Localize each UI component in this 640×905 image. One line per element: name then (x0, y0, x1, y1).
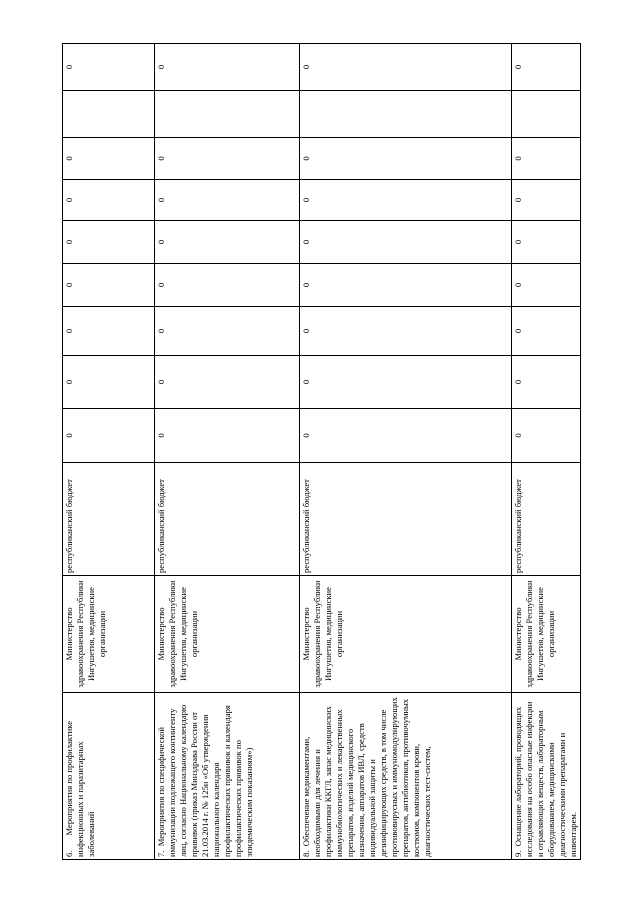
value-cell: 0 (155, 264, 300, 307)
empty-cell (300, 91, 512, 138)
value-cell: 0 (300, 180, 512, 221)
rotated-page (62, 44, 578, 860)
value-cell: 0 (512, 138, 581, 180)
funding-source-cell: республиканский бюджет (300, 463, 512, 576)
value-cell: 0 (300, 264, 512, 307)
funding-source-cell: республиканский бюджет (63, 463, 155, 576)
value-cell: 0 (300, 356, 512, 409)
funding-source-cell: республиканский бюджет (512, 463, 581, 576)
funding-source-cell: республиканский бюджет (155, 463, 300, 576)
value-cell: 0 (63, 44, 155, 91)
empty-cell (63, 91, 155, 138)
value-cell: 0 (155, 356, 300, 409)
empty-cell (155, 91, 300, 138)
value-cell: 0 (300, 44, 512, 91)
value-cell: 0 (512, 307, 581, 356)
value-cell: 0 (155, 307, 300, 356)
value-cell: 0 (300, 138, 512, 180)
value-cell: 0 (63, 180, 155, 221)
value-cell: 0 (512, 180, 581, 221)
executor-cell: Министерство здравоохранения Республики Ингушетия, медицинские организации (512, 576, 581, 693)
value-cell: 0 (155, 180, 300, 221)
value-cell: 0 (512, 356, 581, 409)
value-cell: 0 (155, 221, 300, 264)
table-body (63, 44, 581, 860)
value-cell: 0 (63, 307, 155, 356)
value-cell: 0 (155, 44, 300, 91)
executor-cell: Министерство здравоохранения Республики Ингушетия, медицинские организации (63, 576, 155, 693)
program-table (62, 43, 581, 860)
value-cell: 0 (512, 44, 581, 91)
value-cell: 0 (63, 221, 155, 264)
value-cell: 0 (155, 409, 300, 463)
table-row (512, 44, 581, 860)
activity-cell: 6. Мероприятия по профилактике инфекционных и паразитарных заболеваний (63, 693, 155, 860)
value-cell: 0 (63, 356, 155, 409)
activity-cell: 8. Обеспечение медикаментами, необходимыми для лечения и профилактики ККГЛ, запас медицинских иммунобиологических и лекарственных препаратов, изделий медицинского назначения, аппаратов ИВЛ, средств индивидуальной защиты и дезинфицирующих средств, в том числе противовирусных и иммуномодулирующих препаратов, антибиотиков, противочумных костюмов, компонентов крови, диагностических тест-систем, (300, 693, 512, 860)
activity-cell: 9. Оснащение лабораторий, проводящих исследования на особо опасные инфекции и отравляющих веществ, лабораторным оборудованием, медицинскими диагностическими препаратами и инвентарем. (512, 693, 581, 860)
activity-cell: 7. Мероприятия по специфической иммунизации подлежащего контингенту лиц, согласно Национальному календарю прививок (приказ Минздрава России от 21.03.2014 г. № 125н «Об утверждении национального календаря профилактических прививок и календаря профилактических прививок по эпидемическим показаниям») (155, 693, 300, 860)
value-cell: 0 (63, 138, 155, 180)
table-row (300, 44, 512, 860)
value-cell: 0 (512, 409, 581, 463)
empty-cell (512, 91, 581, 138)
table-row (63, 44, 155, 860)
value-cell: 0 (512, 221, 581, 264)
value-cell: 0 (512, 264, 581, 307)
value-cell: 0 (300, 221, 512, 264)
value-cell: 0 (63, 264, 155, 307)
table-row (155, 44, 300, 860)
value-cell: 0 (300, 307, 512, 356)
executor-cell: Министерство здравоохранения Республики Ингушетия, медицинские организации (300, 576, 512, 693)
value-cell: 0 (300, 409, 512, 463)
value-cell: 0 (155, 138, 300, 180)
value-cell: 0 (63, 409, 155, 463)
executor-cell: Министерство здравоохранения Республики Ингушетия, медицинские организации (155, 576, 300, 693)
